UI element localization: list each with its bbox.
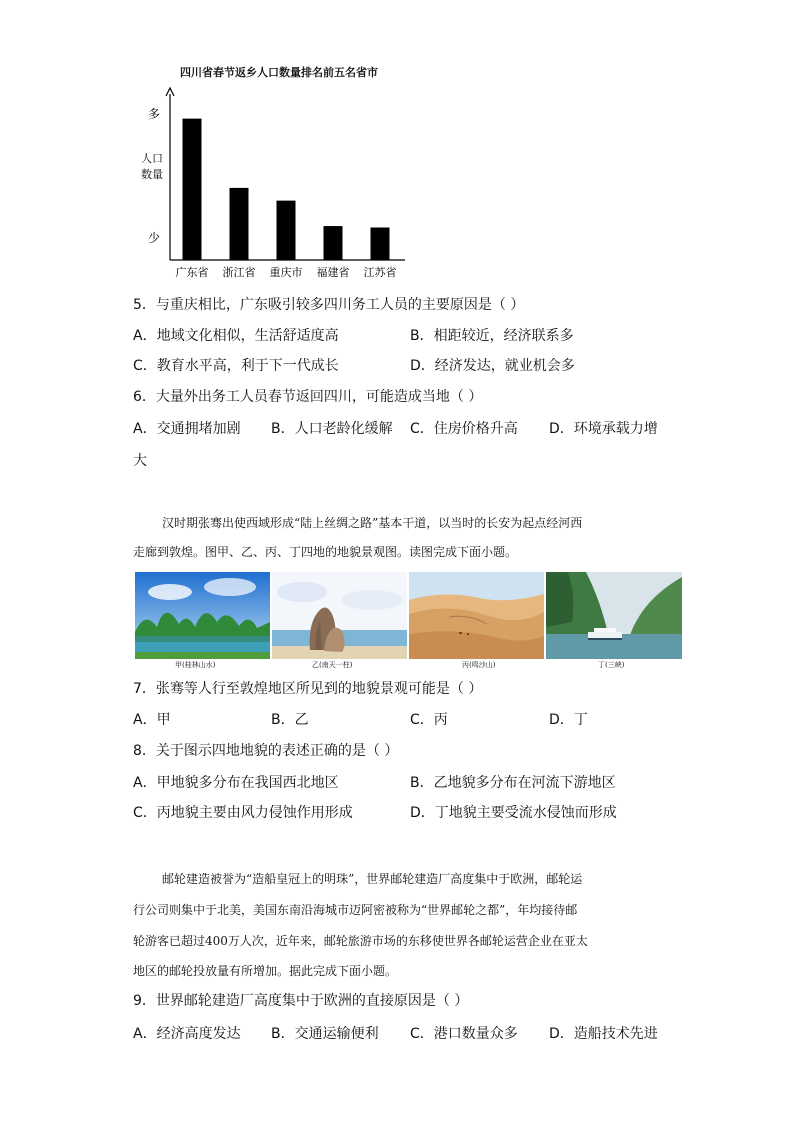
q9-option-a: A．经济高度发达 [133,1026,241,1042]
y-tick-high: 多 [147,107,160,121]
photo-bing-mingshashan [409,572,544,659]
passage-1-line-1: 汉时期张骞出使西域形成“陆上丝绸之路”基本干道，以当时的长安为起点经河西 [162,516,583,530]
q6-option-a: A．交通拥堵加剧 [133,421,241,437]
q7-option-a: A．甲 [133,712,171,728]
bar-1 [183,119,202,260]
q8-option-b: B．乙地貌多分布在河流下游地区 [410,775,616,791]
bar-chart [130,80,420,290]
q5-option-a: A．地域文化相似，生活舒适度高 [133,328,339,344]
q6-option-b: B．人口老龄化缓解 [271,421,393,437]
y-tick-low: 少 [147,231,160,245]
y-axis-label-line-2: 数量 [141,168,163,181]
passage-2-line-3: 轮游客已超过400万人次，近年来，邮轮旅游市场的东移使世界各邮轮运营企业在亚太 [133,934,588,948]
bar-5 [371,227,390,260]
q7-option-b: B．乙 [271,712,309,728]
q9-option-c: C．港口数量众多 [410,1026,518,1042]
photo-jia-guilin [135,572,270,659]
x-tick-label-4: 福建省 [316,266,350,279]
photo-yi-caption: 乙(南天一柱) [312,661,353,669]
x-tick-label-1: 广东省 [175,266,209,279]
q8-option-c: C．丙地貌主要由风力侵蚀作用形成 [133,805,353,821]
bar-4 [324,226,343,260]
x-tick-label-5: 江苏省 [363,266,397,279]
bar-3 [277,201,296,260]
q7-option-d: D．丁 [549,712,588,728]
question-5-stem: 5．与重庆相比，广东吸引较多四川务工人员的主要原因是（ ） [133,297,525,313]
q6-option-c: C．住房价格升高 [410,421,518,437]
photo-ding-sanxia [546,572,682,659]
x-tick-label-3: 重庆市 [269,266,303,279]
q5-option-b: B．相距较近，经济联系多 [410,328,574,344]
photo-yi-nantianyizhu [272,572,407,659]
question-9-stem: 9．世界邮轮建造厂高度集中于欧洲的直接原因是（ ） [133,993,469,1009]
question-6-stem: 6．大量外出务工人员春节返回四川，可能造成当地（ ） [133,389,483,405]
q5-option-d: D．经济发达，就业机会多 [410,358,575,374]
passage-2-line-1: 邮轮建造被誉为“造船皇冠上的明珠”，世界邮轮建造厂高度集中于欧洲，邮轮运 [162,872,583,886]
passage-2-line-2: 行公司则集中于北美，美国东南沿海城市迈阿密被称为“世界邮轮之都”，年均接待邮 [133,903,578,917]
photo-jia-caption: 甲(桂林山水) [175,661,216,669]
y-axis-label-line-1: 人口 [141,152,163,165]
q6-option-d-continued: 大 [133,453,147,469]
question-8-stem: 8．关于图示四地地貌的表述正确的是（ ） [133,743,399,759]
q8-option-d: D．丁地貌主要受流水侵蚀而形成 [410,805,617,821]
chart-title: 四川省春节返乡人口数量排名前五名省市 [180,66,378,79]
q9-option-d: D．造船技术先进 [549,1026,658,1042]
q6-option-d: D．环境承载力增 [549,421,658,437]
photo-bing-caption: 丙(鸣沙山) [462,661,496,669]
q5-option-c: C．教育水平高，利于下一代成长 [133,358,339,374]
q9-option-b: B．交通运输便利 [271,1026,379,1042]
q7-option-c: C．丙 [410,712,448,728]
q8-option-a: A．甲地貌多分布在我国西北地区 [133,775,339,791]
bar-2 [230,188,249,260]
passage-2-line-4: 地区的邮轮投放量有所增加。据此完成下面小题。 [133,964,398,978]
photo-ding-caption: 丁(三峡) [598,661,625,669]
question-7-stem: 7．张骞等人行至敦煌地区所见到的地貌景观可能是（ ） [133,681,483,697]
passage-1-line-2: 走廊到敦煌。图甲、乙、丙、丁四地的地貌景观图。读图完成下面小题。 [133,545,518,559]
x-tick-label-2: 浙江省 [222,266,256,279]
